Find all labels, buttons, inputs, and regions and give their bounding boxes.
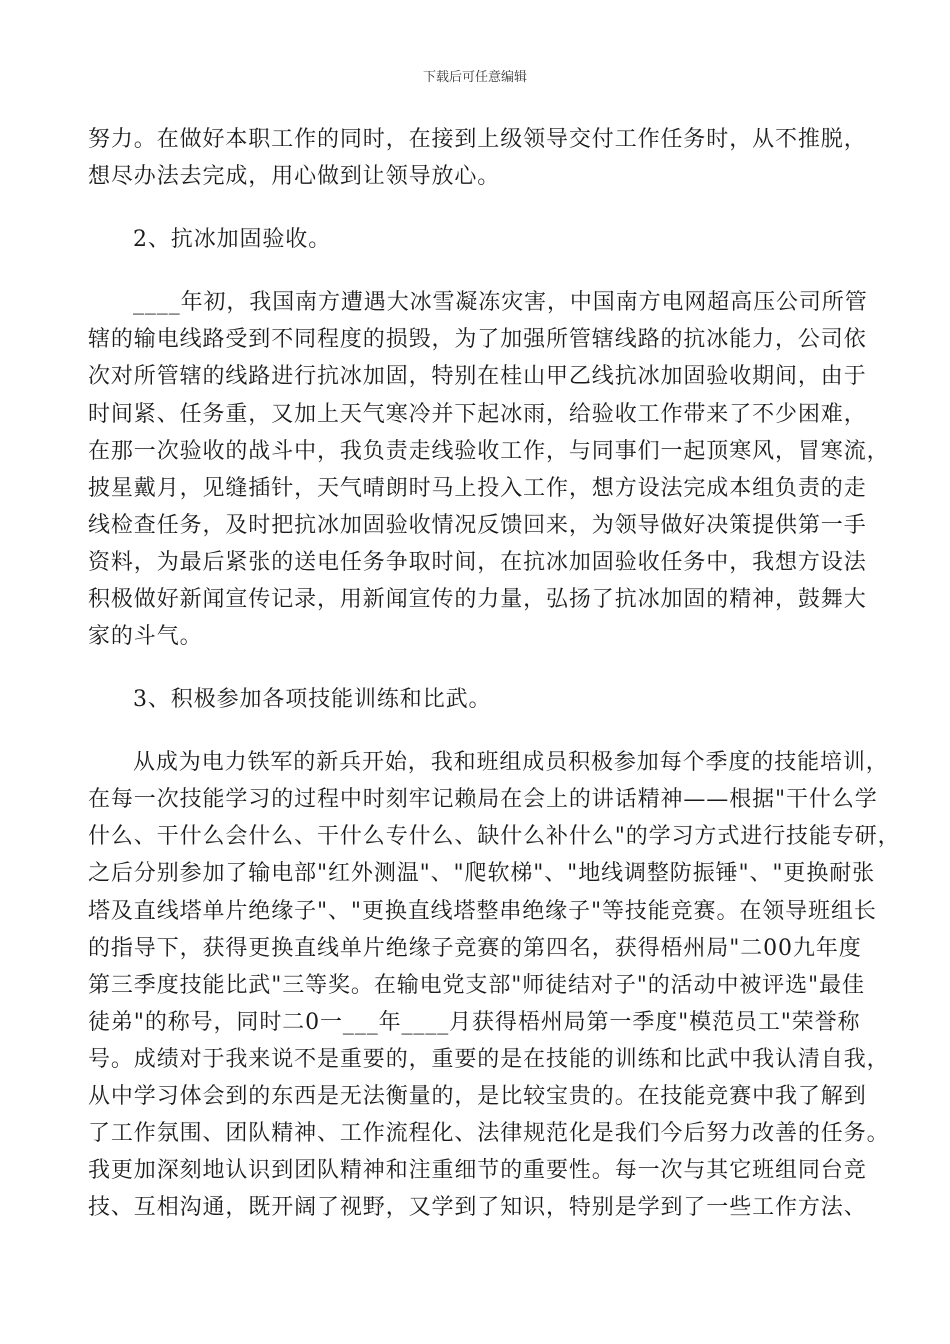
section-heading: 3、积极参加各项技能训练和比武。 bbox=[133, 687, 492, 712]
text-line: 号。成绩对于我来说不是重要的，重要的是在技能的训练和比武中我认清自我， bbox=[88, 1047, 890, 1072]
text-line: 积极做好新闻宣传记录，用新闻宣传的力量，弘扬了抗冰加固的精神，鼓舞大 bbox=[88, 587, 867, 612]
text-line: 从中学习体会到的东西是无法衡量的，是比较宝贵的。在技能竞赛中我了解到 bbox=[88, 1084, 867, 1109]
section-heading: 2、抗冰加固验收。 bbox=[133, 227, 332, 252]
text-line: 次对所管辖的线路进行抗冰加固，特别在桂山甲乙线抗冰加固验收期间，由于 bbox=[88, 364, 867, 389]
text-line: 技、互相沟通，既开阔了视野，又学到了知识，特别是学到了一些工作方法、 bbox=[88, 1195, 867, 1220]
text-line: 在那一次验收的战斗中，我负责走线验收工作，与同事们一起顶寒风，冒寒流， bbox=[88, 439, 890, 464]
text-line: ____年初，我国南方遭遇大冰雪凝冻灾害，中国南方电网超高压公司所管 bbox=[133, 290, 868, 315]
text-line: 徒弟"的称号，同时二0一___年____月获得梧州局第一季度"模范员工"荣誉称 bbox=[88, 1010, 861, 1035]
text-line: 我更加深刻地认识到团队精神和注重细节的重要性。每一次与其它班组同台竞 bbox=[88, 1158, 867, 1183]
text-line: 之后分别参加了输电部"红外测温"、"爬软梯"、"地线调整防振锤"、"更换耐张 bbox=[88, 861, 876, 886]
text-line: 时间紧、任务重，又加上天气寒冷并下起冰雨，给验收工作带来了不少困难， bbox=[88, 402, 867, 427]
text-line: 努力。在做好本职工作的同时，在接到上级领导交付工作任务时，从不推脱， bbox=[88, 127, 867, 152]
page-header: 下载后可任意编辑 bbox=[422, 70, 527, 85]
text-line: 资料，为最后紧张的送电任务争取时间，在抗冰加固验收任务中，我想方设法 bbox=[88, 550, 867, 575]
text-line: 家的斗气。 bbox=[88, 624, 203, 649]
text-line: 第三季度技能比武"三等奖。在输电党支部"师徒结对子"的活动中被评选"最佳 bbox=[88, 973, 865, 998]
text-line: 披星戴月，见缝插针，天气晴朗时马上投入工作，想方设法完成本组负责的走 bbox=[88, 476, 867, 501]
text-line: 了工作氛围、团队精神、工作流程化、法律规范化是我们今后努力改善的任务。 bbox=[88, 1121, 890, 1146]
text-line: 线检查任务，及时把抗冰加固验收情况反馈回来，为领导做好决策提供第一手 bbox=[88, 513, 867, 538]
text-line: 什么、干什么会什么、干什么专什么、缺什么补什么"的学习方式进行技能专研， bbox=[88, 824, 901, 849]
text-line: 辖的输电线路受到不同程度的损毁，为了加强所管辖线路的抗冰能力，公司依 bbox=[88, 327, 867, 352]
text-line: 想尽办法去完成，用心做到让领导放心。 bbox=[88, 164, 501, 189]
text-line: 从成为电力铁军的新兵开始，我和班组成员积极参加每个季度的技能培训， bbox=[133, 750, 889, 775]
text-line: 在每一次技能学习的过程中时刻牢记赖局在会上的讲话精神——根据"干什么学 bbox=[88, 787, 878, 812]
text-line: 的指导下，获得更换直线单片绝缘子竞赛的第四名，获得梧州局"二00九年度 bbox=[88, 936, 862, 961]
text-line: 塔及直线塔单片绝缘子"、"更换直线塔整串绝缘子"等技能竞赛。在领导班组长 bbox=[88, 899, 877, 924]
